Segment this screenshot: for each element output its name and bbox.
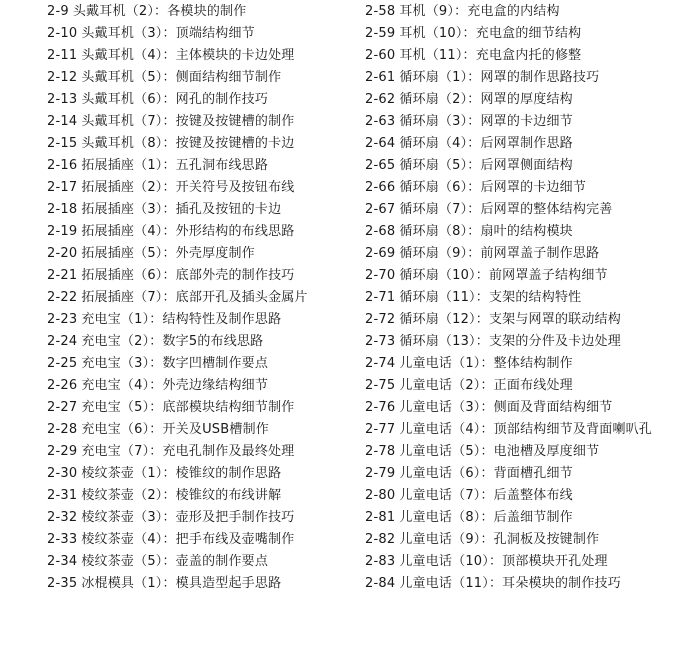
toc-entry-number: 2-73: [365, 334, 396, 349]
toc-entry-title: 循环扇（5）：后网罩侧面结构: [399, 158, 573, 173]
toc-entry-number: 2-9: [47, 4, 69, 19]
toc-entry: [47, 397, 359, 419]
toc-entry-number: 2-76: [365, 400, 396, 415]
toc-entry-title: 头戴耳机（7）：按键及按键槽的制作: [81, 114, 295, 129]
toc-entry: [365, 397, 695, 419]
toc-entry-title: 拓展插座（6）：底部外壳的制作技巧: [81, 268, 295, 283]
toc-entry-number: 2-79: [365, 466, 396, 481]
toc-entry: [365, 485, 695, 507]
toc-entry-number: 2-60: [365, 48, 396, 63]
toc-entry-title: 头戴耳机（4）：主体模块的卡边处理: [81, 48, 295, 63]
toc-entry-title: 充电宝（7）：充电孔制作及最终处理: [81, 444, 295, 459]
toc-entry: [365, 507, 695, 529]
toc-entry: [365, 287, 695, 309]
toc-entry-title: 循环扇（9）：前网罩盖子制作思路: [399, 246, 600, 261]
toc-entry: [365, 463, 695, 485]
toc-entry-number: 2-66: [365, 180, 396, 195]
toc-entry-title: 头戴耳机（8）：按键及按键槽的卡边: [81, 136, 295, 151]
toc-entry-title: 儿童电话（1）：整体结构制作: [399, 356, 573, 371]
toc-entry: [365, 67, 695, 89]
toc-entry: [365, 551, 695, 573]
toc-entry-title: 头戴耳机（2）：各模块的制作: [72, 4, 247, 19]
toc-entry-number: 2-59: [365, 26, 396, 41]
toc-entry-title: 棱纹茶壶（5）：壶盖的制作要点: [81, 554, 269, 569]
toc-entry: [365, 155, 695, 177]
toc-entry-number: 2-62: [365, 92, 396, 107]
toc-entry: [365, 89, 695, 111]
toc-left-column: [47, 1, 359, 595]
toc-entry-number: 2-19: [47, 224, 78, 239]
toc-entry-number: 2-75: [365, 378, 396, 393]
toc-entry-number: 2-65: [365, 158, 396, 173]
toc-entry-number: 2-84: [365, 576, 396, 591]
toc-entry: [365, 573, 695, 595]
toc-entry: [365, 243, 695, 265]
toc-entry-number: 2-81: [365, 510, 396, 525]
toc-entry-title: 充电宝（2）：数字5的布线思路: [81, 334, 264, 349]
toc-entry-number: 2-58: [365, 4, 396, 19]
toc-entry-number: 2-20: [47, 246, 78, 261]
toc-entry-title: 儿童电话（10）：顶部模块开孔处理: [399, 554, 608, 569]
toc-entry-title: 循环扇（1）：网罩的制作思路技巧: [399, 70, 600, 85]
toc-entry: [365, 441, 695, 463]
toc-entry: [365, 221, 695, 243]
toc-entry-title: 循环扇（11）：支架的结构特性: [399, 290, 582, 305]
toc-entry-title: 拓展插座（4）：外形结构的布线思路: [81, 224, 295, 239]
toc-entry-title: 棱纹茶壶（2）：棱锥纹的布线讲解: [81, 488, 282, 503]
toc-entry-title: 儿童电话（2）：正面布线处理: [399, 378, 573, 393]
toc-entry-title: 儿童电话（7）：后盖整体布线: [399, 488, 573, 503]
toc-entry-title: 循环扇（4）：后网罩制作思路: [399, 136, 573, 151]
toc-entry: [365, 419, 695, 441]
toc-entry: [47, 199, 359, 221]
toc-entry-title: 儿童电话（4）：顶部结构细节及背面喇叭孔: [399, 422, 653, 437]
toc-entry-number: 2-64: [365, 136, 396, 151]
toc-entry-number: 2-78: [365, 444, 396, 459]
toc-entry-number: 2-16: [47, 158, 78, 173]
toc-entry: [47, 507, 359, 529]
toc-entry: [47, 1, 359, 23]
toc-entry-title: 循环扇（10）：前网罩盖子结构细节: [399, 268, 608, 283]
toc-entry: [47, 45, 359, 67]
toc-entry-number: 2-13: [47, 92, 78, 107]
toc-entry-title: 充电宝（5）：底部模块结构细节制作: [81, 400, 295, 415]
toc-entry: [365, 529, 695, 551]
toc-entry-number: 2-69: [365, 246, 396, 261]
toc-entry-number: 2-31: [47, 488, 78, 503]
toc-entry: [365, 23, 695, 45]
toc-entry-number: 2-23: [47, 312, 78, 327]
toc-entry-title: 棱纹茶壶（1）：棱锥纹的制作思路: [81, 466, 282, 481]
toc-entry-title: 充电宝（1）：结构特性及制作思路: [81, 312, 282, 327]
toc-entry-title: 儿童电话（8）：后盖细节制作: [399, 510, 573, 525]
toc-entry-number: 2-12: [47, 70, 78, 85]
toc-entry-title: 循环扇（7）：后网罩的整体结构完善: [399, 202, 613, 217]
toc-entry-title: 儿童电话（6）：背面槽孔细节: [399, 466, 573, 481]
toc-entry-title: 冰棍模具（1）：模具造型起手思路: [81, 576, 282, 591]
toc-entry: [47, 463, 359, 485]
toc-entry: [365, 375, 695, 397]
toc-entry-title: 儿童电话（3）：侧面及背面结构细节: [399, 400, 613, 415]
toc-entry: [365, 331, 695, 353]
toc-right-column: [365, 1, 695, 595]
toc-entry-number: 2-21: [47, 268, 78, 283]
toc-entry-number: 2-28: [47, 422, 78, 437]
toc-entry-number: 2-32: [47, 510, 78, 525]
toc-entry: [47, 23, 359, 45]
toc-entry-title: 头戴耳机（6）：网孔的制作技巧: [81, 92, 269, 107]
toc-entry-title: 拓展插座（2）：开关符号及按钮布线: [81, 180, 295, 195]
toc-entry: [47, 265, 359, 287]
toc-entry: [47, 573, 359, 595]
toc-entry: [47, 551, 359, 573]
toc-entry-title: 循环扇（8）：扇叶的结构模块: [399, 224, 573, 239]
toc-entry: [47, 419, 359, 441]
toc-entry-number: 2-34: [47, 554, 78, 569]
toc-entry: [47, 133, 359, 155]
toc-entry-title: 充电宝（3）：数字凹槽制作要点: [81, 356, 269, 371]
toc-entry-title: 头戴耳机（3）：顶端结构细节: [81, 26, 255, 41]
toc-entry: [47, 529, 359, 551]
toc-entry-title: 拓展插座（3）：插孔及按钮的卡边: [81, 202, 282, 217]
toc-entry-number: 2-77: [365, 422, 396, 437]
toc-entry: [47, 67, 359, 89]
toc-entry-number: 2-30: [47, 466, 78, 481]
toc-entry-number: 2-68: [365, 224, 396, 239]
toc-entry-title: 充电宝（4）：外壳边缘结构细节: [81, 378, 269, 393]
toc-entry-number: 2-11: [47, 48, 78, 63]
toc-entry-number: 2-35: [47, 576, 78, 591]
toc-entry-number: 2-26: [47, 378, 78, 393]
toc-entry-number: 2-27: [47, 400, 78, 415]
toc-entry: [47, 221, 359, 243]
toc-entry-title: 耳机（11）：充电盒内托的修整: [399, 48, 582, 63]
toc-entry-number: 2-71: [365, 290, 396, 305]
toc-entry-number: 2-63: [365, 114, 396, 129]
toc-entry: [365, 133, 695, 155]
toc-entry-number: 2-25: [47, 356, 78, 371]
toc-entry: [365, 111, 695, 133]
toc-entry-number: 2-61: [365, 70, 396, 85]
toc-entry: [365, 265, 695, 287]
toc-entry-title: 儿童电话（11）：耳朵模块的制作技巧: [399, 576, 621, 591]
toc-entry-number: 2-67: [365, 202, 396, 217]
toc-entry: [47, 353, 359, 375]
toc-entry-title: 拓展插座（1）：五孔洞布线思路: [81, 158, 269, 173]
toc-entry-title: 拓展插座（5）：外壳厚度制作: [81, 246, 255, 261]
toc-entry: [47, 331, 359, 353]
toc-entry-number: 2-22: [47, 290, 78, 305]
toc-entry-title: 耳机（9）：充电盒的内结构: [399, 4, 560, 19]
toc-entry: [365, 45, 695, 67]
toc-entry-number: 2-72: [365, 312, 396, 327]
toc-entry: [47, 89, 359, 111]
toc-entry-number: 2-70: [365, 268, 396, 283]
toc-entry-number: 2-80: [365, 488, 396, 503]
toc-entry-title: 循环扇（3）：网罩的卡边细节: [399, 114, 573, 129]
toc-entry: [47, 375, 359, 397]
toc-entry-number: 2-10: [47, 26, 78, 41]
toc-entry-number: 2-15: [47, 136, 78, 151]
toc-entry-title: 儿童电话（5）：电池槽及厚度细节: [399, 444, 600, 459]
toc-entry: [365, 309, 695, 331]
toc-entry-title: 棱纹茶壶（4）：把手布线及壶嘴制作: [81, 532, 295, 547]
toc-entry-number: 2-83: [365, 554, 396, 569]
toc-entry: [47, 287, 359, 309]
toc-entry-number: 2-29: [47, 444, 78, 459]
toc-entry-title: 循环扇（13）：支架的分件及卡边处理: [399, 334, 621, 349]
toc-entry-number: 2-17: [47, 180, 78, 195]
toc-entry: [47, 155, 359, 177]
toc-entry-title: 循环扇（6）：后网罩的卡边细节: [399, 180, 587, 195]
toc-entry-number: 2-33: [47, 532, 78, 547]
toc-entry-title: 耳机（10）：充电盒的细节结构: [399, 26, 582, 41]
toc-entry-number: 2-74: [365, 356, 396, 371]
toc-entry: [365, 1, 695, 23]
toc-entry: [47, 485, 359, 507]
toc-entry-title: 充电宝（6）：开关及USB槽制作: [81, 422, 269, 437]
toc-entry: [47, 243, 359, 265]
toc-entry-title: 循环扇（2）：网罩的厚度结构: [399, 92, 573, 107]
toc-entry: [47, 309, 359, 331]
toc-entry: [47, 177, 359, 199]
toc-entry-title: 儿童电话（9）：孔洞板及按键制作: [399, 532, 600, 547]
toc-entry-number: 2-24: [47, 334, 78, 349]
toc-entry: [365, 177, 695, 199]
toc-entry: [365, 353, 695, 375]
toc-entry: [47, 441, 359, 463]
toc-entry-title: 棱纹茶壶（3）：壶形及把手制作技巧: [81, 510, 295, 525]
toc-entry: [47, 111, 359, 133]
toc-entry-number: 2-14: [47, 114, 78, 129]
toc-entry: [365, 199, 695, 221]
toc-entry-title: 循环扇（12）：支架与网罩的联动结构: [399, 312, 621, 327]
toc-entry-title: 头戴耳机（5）：侧面结构细节制作: [81, 70, 282, 85]
toc-entry-number: 2-82: [365, 532, 396, 547]
toc-entry-number: 2-18: [47, 202, 78, 217]
toc-entry-title: 拓展插座（7）：底部开孔及插头金属片: [81, 290, 308, 305]
